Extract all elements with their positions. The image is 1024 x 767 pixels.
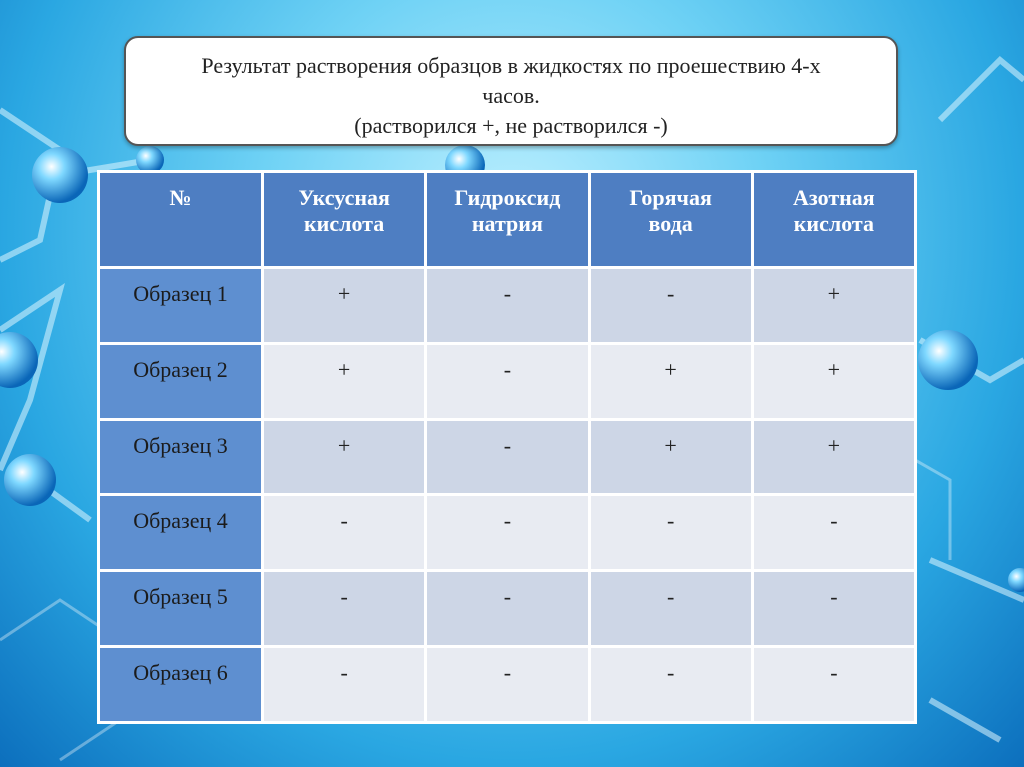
table-cell: - bbox=[752, 495, 915, 571]
title-line-3: (растворился +, не растворился -) bbox=[354, 113, 668, 138]
row-label: Образец 2 bbox=[99, 343, 263, 419]
table-cell: - bbox=[263, 495, 426, 571]
table-cell: - bbox=[589, 268, 752, 344]
table-cell: - bbox=[426, 343, 589, 419]
table-row bbox=[99, 419, 916, 495]
results-table bbox=[97, 170, 917, 724]
title-line-1: Результат растворения образцов в жидкостях по проешествию 4-х bbox=[201, 53, 821, 78]
table-row bbox=[99, 495, 916, 571]
table-cell: - bbox=[589, 647, 752, 723]
header-row bbox=[99, 172, 916, 268]
row-label: Образец 1 bbox=[99, 268, 263, 344]
table-cell: - bbox=[589, 495, 752, 571]
header-nitric-acid: Азотная кислота bbox=[752, 172, 915, 268]
table-cell: - bbox=[426, 571, 589, 647]
table-cell: + bbox=[263, 343, 426, 419]
title-line-2: часов. bbox=[482, 83, 540, 108]
table-cell: - bbox=[426, 268, 589, 344]
table-cell: + bbox=[263, 419, 426, 495]
row-label: Образец 6 bbox=[99, 647, 263, 723]
row-label: Образец 5 bbox=[99, 571, 263, 647]
table-row bbox=[99, 647, 916, 723]
table-cell: - bbox=[426, 647, 589, 723]
table-cell: - bbox=[752, 647, 915, 723]
table-cell: + bbox=[589, 343, 752, 419]
table-cell: - bbox=[426, 495, 589, 571]
table-cell: + bbox=[752, 343, 915, 419]
header-sodium-hydroxide: Гидроксид натрия bbox=[426, 172, 589, 268]
table-row bbox=[99, 343, 916, 419]
table-cell: + bbox=[263, 268, 426, 344]
table-row bbox=[99, 268, 916, 344]
row-label: Образец 3 bbox=[99, 419, 263, 495]
header-acetic-acid: Уксусная кислота bbox=[263, 172, 426, 268]
table-cell: + bbox=[752, 419, 915, 495]
header-number: № bbox=[99, 172, 263, 268]
row-label: Образец 4 bbox=[99, 495, 263, 571]
table-row bbox=[99, 571, 916, 647]
title-box bbox=[124, 36, 898, 146]
table-cell: + bbox=[589, 419, 752, 495]
table-cell: - bbox=[752, 571, 915, 647]
table-cell: - bbox=[589, 571, 752, 647]
table-cell: + bbox=[752, 268, 915, 344]
table-cell: - bbox=[263, 647, 426, 723]
table-cell: - bbox=[263, 571, 426, 647]
header-hot-water: Горячая вода bbox=[589, 172, 752, 268]
table-cell: - bbox=[426, 419, 589, 495]
